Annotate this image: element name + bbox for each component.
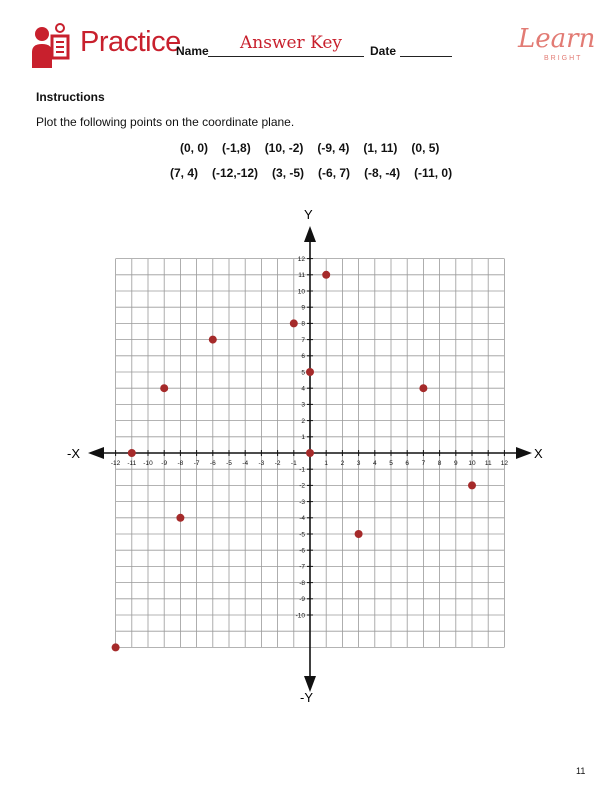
x-tick-label: 8	[437, 460, 442, 467]
x-axis-label: X	[534, 446, 543, 461]
x-tick-label: -3	[258, 460, 265, 467]
point-label: (10, -2)	[264, 141, 304, 155]
logo-bright-text: BRIGHT	[544, 55, 583, 62]
point-label: (-12,-12)	[212, 166, 259, 180]
x-tick-label: 1	[324, 460, 329, 467]
plotted-point	[160, 384, 168, 392]
date-label: Date	[370, 44, 397, 58]
x-tick-label: 11	[484, 460, 492, 467]
y-tick-label: 2	[301, 417, 305, 425]
point-label: (0, 0)	[180, 141, 209, 155]
x-tick-label: -12	[110, 460, 121, 467]
plotted-point	[322, 271, 330, 279]
y-axis-arrow-up	[304, 226, 316, 242]
y-tick-label: -10	[295, 612, 305, 620]
y-tick-label: -2	[299, 482, 305, 490]
x-tick-label: 12	[500, 460, 509, 467]
y-tick-label: -9	[299, 596, 305, 604]
instructions-text: Plot the following points on the coordinate plane.	[36, 115, 295, 129]
x-tick-label: -2	[274, 460, 281, 467]
y-tick-label: -8	[299, 579, 305, 587]
plotted-point	[419, 384, 427, 392]
y-tick-label: -3	[299, 498, 305, 506]
page-number: 11	[576, 766, 586, 776]
axes	[88, 226, 532, 692]
x-tick-label: 3	[356, 460, 361, 467]
y-tick-label: -7	[299, 563, 305, 571]
x-tick-label: -9	[161, 460, 168, 467]
y-tick-label: 3	[301, 401, 305, 409]
y-tick-label: 1	[301, 434, 305, 442]
point-label: (1, 11)	[363, 141, 398, 155]
y-tick-label: 6	[301, 353, 305, 361]
plotted-point	[355, 530, 363, 538]
point-label: (-6, 7)	[318, 166, 351, 180]
y-tick-label: -5	[299, 531, 305, 539]
x-tick-label: -8	[177, 460, 184, 467]
x-tick-label: -6	[209, 460, 216, 467]
point-label: (-11, 0)	[414, 166, 453, 180]
instructions-title: Instructions	[36, 90, 105, 104]
x-tick-label: 2	[340, 460, 345, 467]
point-label: (-1,8)	[222, 141, 251, 155]
x-tick-label: 9	[453, 460, 458, 467]
y-tick-label: -6	[299, 547, 305, 555]
plotted-point	[290, 319, 298, 327]
plotted-point	[468, 481, 476, 489]
x-tick-label: -10	[143, 460, 153, 467]
x-tick-label: -7	[193, 460, 200, 467]
y-axis-label: Y	[304, 207, 313, 222]
x-tick-label: 7	[421, 460, 426, 467]
x-tick-label: 6	[405, 460, 410, 467]
logo-learn-text: Learn	[518, 24, 596, 54]
point-label: (-9, 4)	[317, 141, 350, 155]
y-tick-label: 4	[301, 385, 305, 393]
y-tick-label: -1	[299, 466, 305, 474]
y-tick-label: 7	[301, 336, 305, 344]
point-label: (3, -5)	[272, 166, 305, 180]
x-tick-label: -1	[290, 460, 297, 467]
plotted-point	[306, 368, 314, 376]
x-axis-arrow-right	[516, 447, 532, 459]
x-tick-label: -4	[242, 460, 249, 467]
x-tick-label: 4	[372, 460, 377, 467]
plotted-point	[176, 514, 184, 522]
plotted-point	[128, 449, 136, 457]
y-tick-label: 8	[301, 320, 305, 328]
x-tick-label: 10	[468, 460, 476, 467]
x-tick-label: 5	[389, 460, 393, 467]
y-tick-label: 12	[297, 255, 305, 263]
plotted-point	[209, 336, 217, 344]
y-tick-label: -4	[299, 515, 305, 523]
plotted-point	[112, 643, 120, 651]
x-tick-label: -5	[226, 460, 232, 467]
point-label: (-8, -4)	[364, 166, 401, 180]
plotted-point	[306, 449, 314, 457]
practice-title: Practice	[80, 26, 181, 58]
name-value: Answer Key	[240, 33, 342, 53]
negative-y-axis-label: -Y	[300, 690, 313, 705]
y-tick-label: 5	[301, 369, 305, 377]
x-axis-arrow-left	[88, 447, 104, 459]
negative-x-axis-label: -X	[67, 446, 80, 461]
x-tick-label: -11	[127, 460, 137, 467]
point-label: (7, 4)	[170, 166, 199, 180]
y-tick-label: 9	[301, 304, 305, 312]
y-tick-label: 11	[298, 272, 305, 280]
point-label: (0, 5)	[411, 141, 440, 155]
y-tick-label: 10	[297, 288, 305, 296]
name-label: Name	[176, 44, 209, 58]
